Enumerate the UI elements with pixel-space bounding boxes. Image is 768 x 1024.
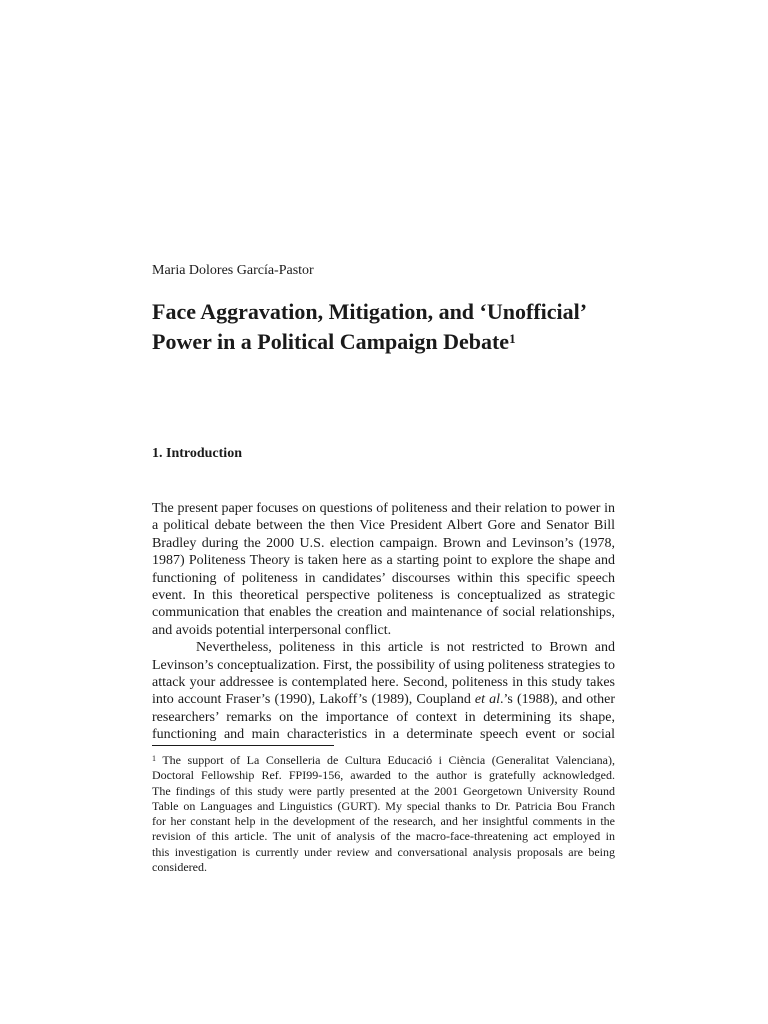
title-line-2-text: Power in a Political Campaign Debate (152, 329, 510, 354)
paragraph-2-line-4-end: .’s (1988), and other (500, 692, 615, 708)
paragraph-1-line: Bradley during the 2000 U.S. election campaign. Brown and Levinson’s (1978, (152, 535, 615, 551)
footnote-line-1-text: The support of La Conselleria de Cultura Educació i Ciència (Generalitat Valenciana), (156, 753, 615, 767)
paragraph-1-line: a political debate between the then Vice President Albert Gore and Senator Bill (152, 518, 615, 534)
paragraph-2-line: attack your addressee is contemplated here. Second, politeness in this study takes (152, 675, 615, 691)
footnote-1 (152, 753, 615, 875)
footnote-line: this investigation is currently under review and conversational analysis proposals are being (152, 844, 615, 859)
footnote-line (152, 753, 615, 768)
section-heading-introduction: 1. Introduction (152, 446, 242, 461)
footnote-divider (152, 745, 334, 746)
paper-title (152, 297, 622, 357)
paragraph-1-line: functioning of politeness in candidates’ discourses within this specific speech (152, 570, 615, 586)
paragraph-1-line: The present paper focuses on questions of politeness and their relation to power in (152, 501, 615, 516)
author-name: Maria Dolores García-Pastor (152, 263, 314, 278)
title-line-1: Face Aggravation, Mitigation, and ‘Unofficial’ (152, 299, 588, 324)
footnote-line: considered. (152, 860, 207, 875)
paragraph-1-line: event. In this theoretical perspective politeness is conceptualized as strategic (152, 588, 615, 604)
footnote-line: The findings of this study were partly presented at the 2001 Georgetown University Round (152, 783, 615, 798)
body-text (152, 500, 615, 744)
paragraph-2-line-4-start: into account Fraser’s (1990), Lakoff’s (1989), Coupland (152, 692, 475, 708)
paragraph-1-line: communication that enables the creation and maintenance of social relationships, (152, 605, 615, 621)
paragraph-2-line: researchers’ remarks on the importance of context in determining its shape, (152, 709, 615, 725)
title-line-2 (152, 327, 622, 357)
footnote-line: revision of this article. The unit of analysis of the macro-face-threatening act employed in (152, 829, 615, 844)
paragraph-2-line: Nevertheless, politeness in this article is not restricted to Brown and (196, 640, 615, 656)
footnote-line: for her constant help in the development of the research, and her insightful comments in the (152, 814, 615, 829)
paragraph-2-line (152, 691, 615, 708)
footnote-line: Table on Languages and Linguistics (GURT). My special thanks to Dr. Patricia Bou Franch (152, 798, 615, 813)
paragraph-1-line: 1987) Politeness Theory is taken here as a starting point to explore the shape and (152, 553, 615, 569)
paragraph-2-line: functioning and main characteristics in a determinate speech event or social (152, 727, 615, 743)
footnote-marker: 1 (152, 754, 156, 763)
paragraph-2 (152, 639, 615, 743)
paragraph-2-line: Levinson’s conceptualization. First, the possibility of using politeness strategies to (152, 657, 615, 673)
title-footnote-marker[interactable]: 1 (509, 331, 516, 346)
footnote-line: Doctoral Fellowship Ref. FPI99-156, awarded to the author is gratefully acknowledged. (152, 768, 615, 783)
paragraph-1-line: and avoids potential interpersonal conflict. (152, 622, 392, 638)
paragraph-1 (152, 500, 615, 639)
et-al-italic: et al (474, 692, 501, 708)
